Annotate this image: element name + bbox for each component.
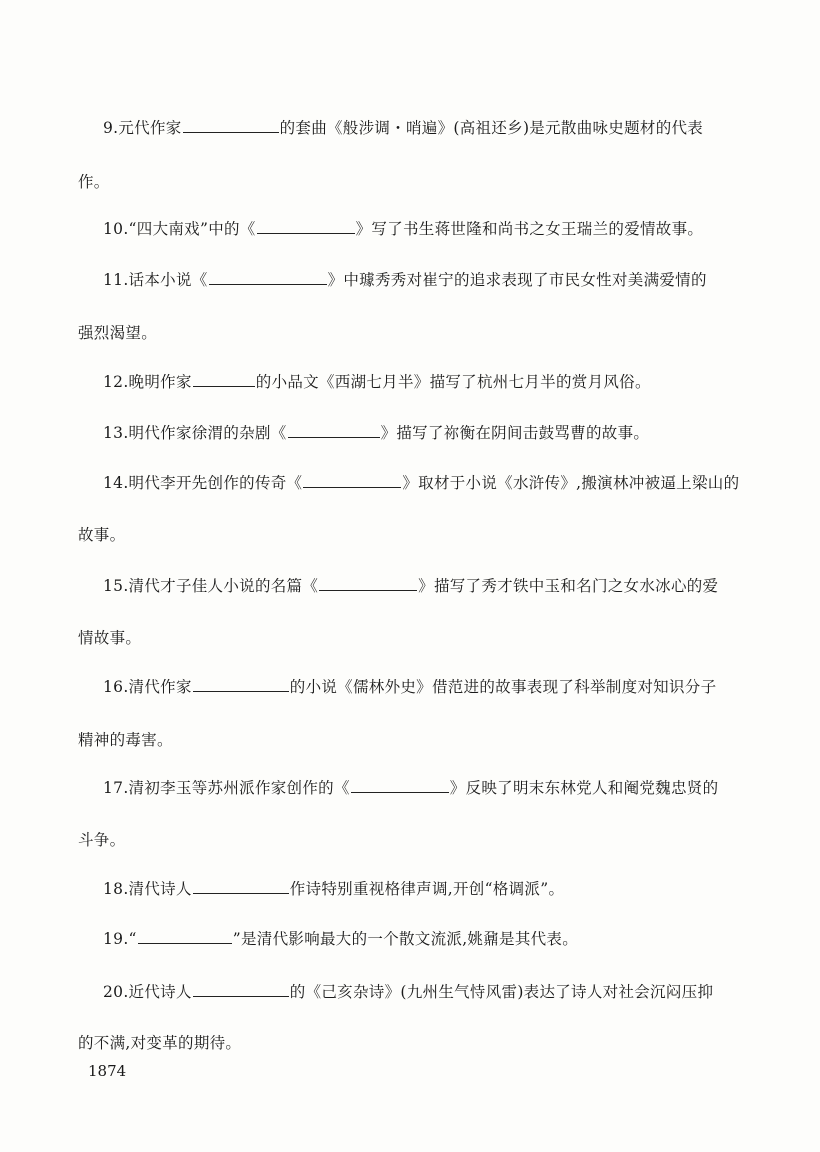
answer-blank[interactable] (351, 778, 449, 793)
question-9-line-1 (103, 118, 703, 138)
question-15-line-1 (103, 576, 718, 596)
question-12-line-1 (103, 372, 651, 392)
question-18-line-1 (103, 879, 564, 899)
answer-blank[interactable] (193, 677, 289, 692)
answer-blank[interactable] (193, 879, 289, 894)
question-15-line-2 (78, 628, 141, 648)
question-10-text-b: 》写了书生蒋世隆和尚书之女王瑞兰的爱情故事。 (355, 220, 704, 238)
question-13-line-1 (103, 423, 649, 443)
question-18-text-b: 作诗特别重视格律声调,开创“格调派”。 (289, 880, 565, 898)
question-17-text-b: 》反映了明末东林党人和阉党魏忠贤的 (449, 779, 719, 797)
question-9-text-a: 9.元代作家 (103, 119, 182, 137)
question-20-line-1 (103, 982, 713, 1002)
question-12-text-b: 的小品文《西湖七月半》描写了杭州七月半的赏月风俗。 (255, 373, 651, 391)
question-11-text-b: 》中璩秀秀对崔宁的追求表现了市民女性对美满爱情的 (327, 271, 707, 289)
question-11-line-1 (103, 270, 707, 290)
question-14-line-2 (78, 525, 125, 545)
question-16-line-2 (78, 730, 173, 750)
question-9-text-b: 的套曲《般涉调・哨遍》(高祖还乡)是元散曲咏史题材的代表 (279, 119, 704, 137)
question-15-text-a: 15.清代才子佳人小说的名篇《 (103, 577, 319, 595)
question-12-text-a: 12.晚明作家 (103, 373, 192, 391)
question-19-line-1 (103, 929, 578, 949)
question-14-line-1 (103, 473, 739, 493)
question-18-text-a: 18.清代诗人 (103, 880, 192, 898)
answer-blank[interactable] (193, 372, 255, 387)
question-16-text-c: 精神的毒害。 (78, 731, 173, 749)
question-14-text-a: 14.明代李开先创作的传奇《 (103, 474, 303, 492)
answer-blank[interactable] (183, 118, 279, 133)
page-number: 1874 (88, 1062, 127, 1080)
question-17-text-c: 斗争。 (78, 831, 126, 849)
question-20-text-c: 的不满,对变革的期待。 (78, 1034, 242, 1052)
question-19-text-b: ”是清代影响最大的一个散文流派,姚鼐是其代表。 (232, 930, 579, 948)
answer-blank[interactable] (288, 423, 380, 438)
question-15-text-c: 情故事。 (78, 629, 142, 647)
question-20-text-b: 的《己亥杂诗》(九州生气恃风雷)表达了诗人对社会沉闷压抑 (289, 983, 714, 1001)
question-10-line-1 (103, 219, 703, 239)
question-20-line-2 (78, 1033, 241, 1053)
answer-blank[interactable] (303, 473, 401, 488)
answer-blank[interactable] (193, 982, 289, 997)
question-11-line-2 (78, 323, 157, 343)
question-16-text-b: 的小说《儒林外史》借范进的故事表现了科举制度对知识分子 (289, 678, 717, 696)
question-17-line-2 (78, 830, 125, 850)
question-17-text-a: 17.清初李玉等苏州派作家创作的《 (103, 779, 350, 797)
answer-blank[interactable] (319, 576, 417, 591)
question-11-text-c: 强烈渴望。 (78, 324, 158, 342)
answer-blank[interactable] (257, 219, 355, 234)
question-16-line-1 (103, 677, 716, 697)
question-10-text-a: 10.“四大南戏”中的《 (103, 220, 256, 238)
question-13-text-a: 13.明代作家徐渭的杂剧《 (103, 424, 287, 442)
question-14-text-b: 》取材于小说《水浒传》,搬演林冲被逼上梁山的 (402, 474, 740, 492)
question-16-text-a: 16.清代作家 (103, 678, 192, 696)
answer-blank[interactable] (209, 270, 327, 285)
question-17-line-1 (103, 778, 718, 798)
answer-blank[interactable] (138, 929, 232, 944)
question-9-line-2 (78, 172, 110, 192)
question-11-text-a: 11.话本小说《 (103, 271, 208, 289)
question-15-text-b: 》描写了秀才铁中玉和名门之女水冰心的爱 (418, 577, 719, 595)
question-9-text-c: 作。 (78, 173, 110, 191)
question-19-text-a: 19.“ (103, 930, 137, 948)
question-13-text-b: 》描写了祢衡在阴间击鼓骂曹的故事。 (380, 424, 650, 442)
question-20-text-a: 20.近代诗人 (103, 983, 192, 1001)
question-14-text-c: 故事。 (78, 526, 126, 544)
